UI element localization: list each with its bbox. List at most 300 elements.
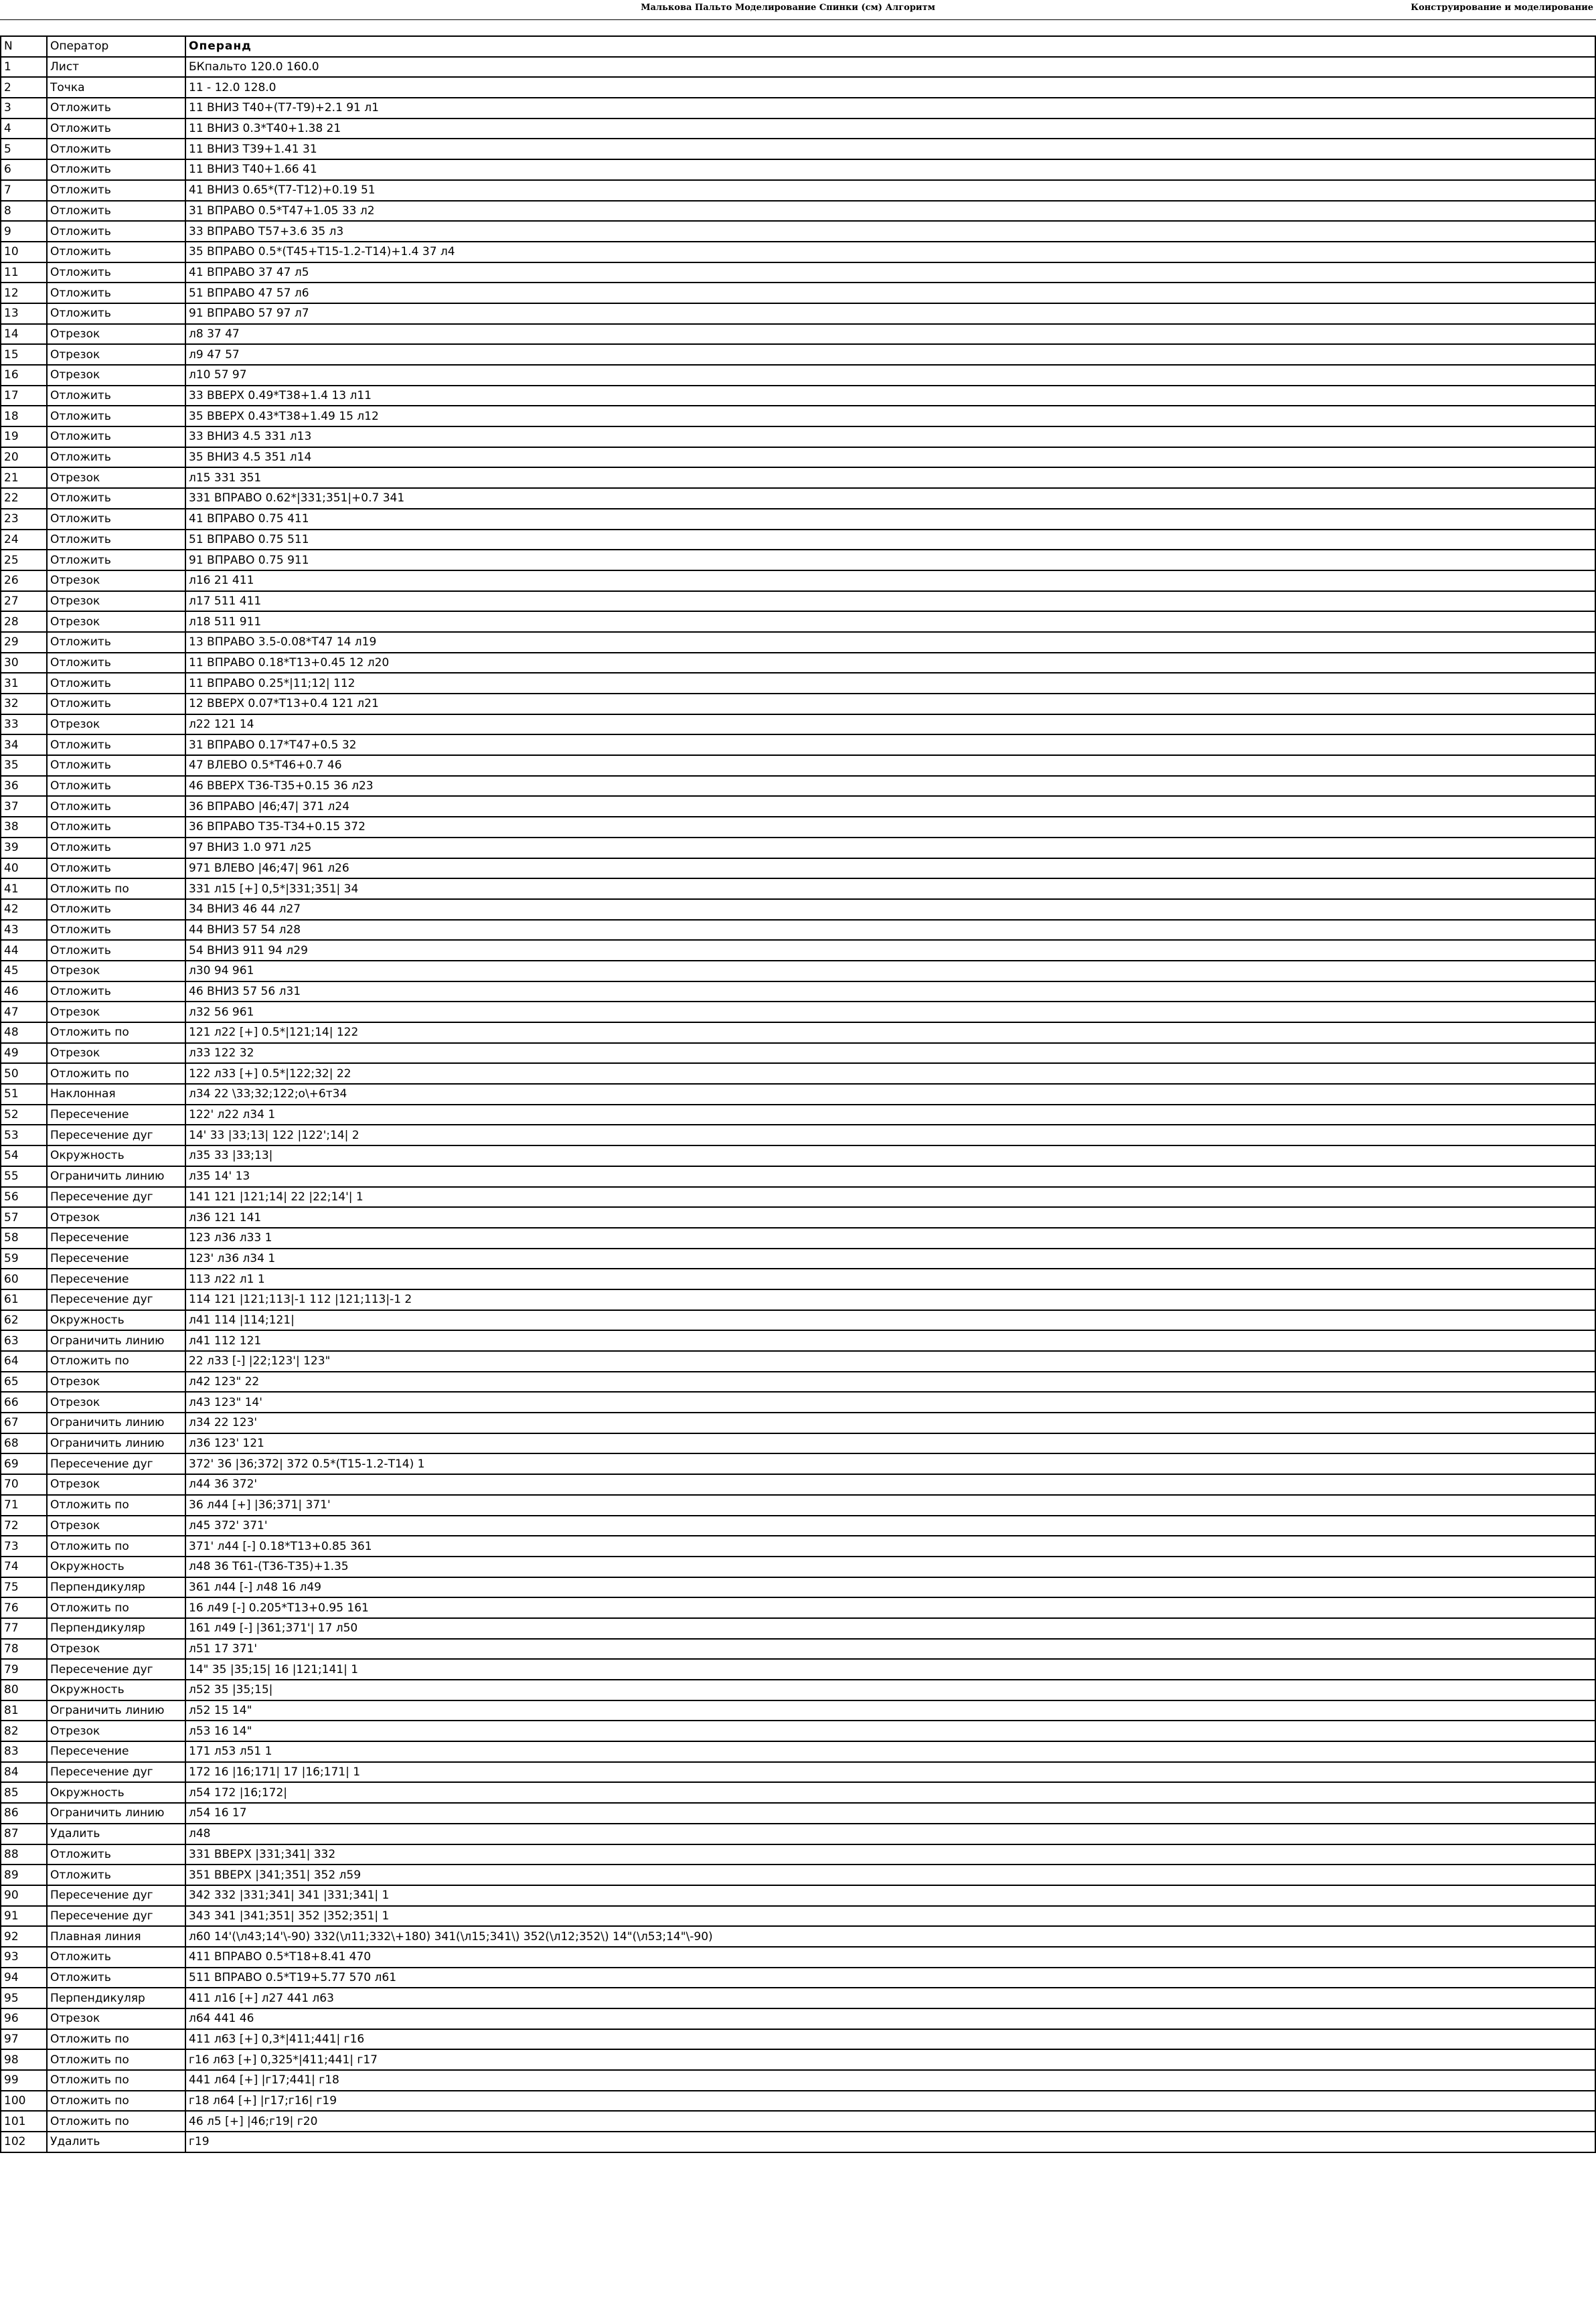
row-number: 13	[1, 303, 47, 324]
column-header-operator: Оператор	[47, 36, 185, 57]
table-row	[1, 2029, 1595, 2050]
row-operator: Отложить	[47, 180, 185, 201]
row-number: 58	[1, 1228, 47, 1249]
table-row	[1, 1002, 1595, 1022]
row-operator: Ограничить линию	[47, 1433, 185, 1454]
row-operator: Отложить	[47, 734, 185, 755]
table-row	[1, 961, 1595, 981]
table-row	[1, 1351, 1595, 1372]
table-row	[1, 1495, 1595, 1516]
row-operand: 46 ВНИЗ 57 56 л31	[185, 981, 1595, 1002]
row-operator: Пересечение	[47, 1228, 185, 1249]
header-divider	[0, 19, 1596, 20]
row-operand: л35 33 |33;13|	[185, 1145, 1595, 1166]
table-row	[1, 878, 1595, 899]
table-row	[1, 2091, 1595, 2112]
row-operator: Пересечение дуг	[47, 1659, 185, 1680]
table-row	[1, 2132, 1595, 2152]
table-row	[1, 755, 1595, 776]
table-row	[1, 2111, 1595, 2132]
table-row	[1, 1145, 1595, 1166]
row-operand: 411 л16 [+] л27 441 л63	[185, 1988, 1595, 2008]
table-row	[1, 1474, 1595, 1495]
row-operand: 16 л49 [-] 0.205*Т13+0.95 161	[185, 1597, 1595, 1618]
row-operand: л17 511 411	[185, 591, 1595, 612]
table-row	[1, 1063, 1595, 1084]
row-operand: 971 ВЛЕВО |46;47| 961 л26	[185, 858, 1595, 879]
row-number: 92	[1, 1926, 47, 1947]
row-operand: 41 ВНИЗ 0.65*(Т7-Т12)+0.19 51	[185, 180, 1595, 201]
table-row	[1, 447, 1595, 468]
row-operator: Отложить	[47, 283, 185, 303]
row-operand: л36 123' 121	[185, 1433, 1595, 1454]
row-number: 4	[1, 118, 47, 139]
table-row	[1, 1639, 1595, 1660]
table-row	[1, 1022, 1595, 1043]
row-number: 48	[1, 1022, 47, 1043]
row-number: 49	[1, 1043, 47, 1064]
row-operator: Отложить	[47, 776, 185, 797]
table-row	[1, 1413, 1595, 1433]
row-operator: Отложить	[47, 796, 185, 817]
row-operand: 511 ВПРАВО 0.5*Т19+5.77 570 л61	[185, 1968, 1595, 1988]
table-row	[1, 344, 1595, 365]
table-row	[1, 1516, 1595, 1536]
row-number: 51	[1, 1084, 47, 1105]
row-operator: Пересечение дуг	[47, 1125, 185, 1145]
table-row	[1, 1597, 1595, 1618]
row-number: 22	[1, 488, 47, 509]
row-operator: Пересечение дуг	[47, 1187, 185, 1208]
row-operator: Пересечение дуг	[47, 1289, 185, 1310]
row-operator: Отложить по	[47, 1536, 185, 1557]
row-number: 41	[1, 878, 47, 899]
row-operator: Отложить	[47, 509, 185, 530]
row-number: 54	[1, 1145, 47, 1166]
table-row	[1, 796, 1595, 817]
row-operand: 36 л44 [+] |36;371| 371'	[185, 1495, 1595, 1516]
row-operand: 342 332 |331;341| 341 |331;341| 1	[185, 1885, 1595, 1906]
row-operand: л41 112 121	[185, 1330, 1595, 1351]
row-operand: 35 ВПРАВО 0.5*(Т45+Т15-1.2-Т14)+1.4 37 л4	[185, 242, 1595, 262]
table-row	[1, 1557, 1595, 1577]
row-operator: Отложить	[47, 1844, 185, 1865]
row-operand: 35 ВНИЗ 4.5 351 л14	[185, 447, 1595, 468]
table-row	[1, 1043, 1595, 1064]
table-row	[1, 303, 1595, 324]
row-operand: г16 л63 [+] 0,325*|411;441| г17	[185, 2049, 1595, 2070]
row-operand: л22 121 14	[185, 714, 1595, 735]
row-operator: Отрезок	[47, 570, 185, 591]
row-number: 31	[1, 673, 47, 694]
row-operand: 141 121 |121;14| 22 |22;14'| 1	[185, 1187, 1595, 1208]
row-operator: Отрезок	[47, 365, 185, 386]
row-operator: Отрезок	[47, 344, 185, 365]
table-row	[1, 2070, 1595, 2091]
row-operand: л9 47 57	[185, 344, 1595, 365]
row-number: 102	[1, 2132, 47, 2152]
row-number: 64	[1, 1351, 47, 1372]
row-operator: Отрезок	[47, 591, 185, 612]
table-row	[1, 1680, 1595, 1700]
row-number: 62	[1, 1310, 47, 1331]
row-operator: Отложить	[47, 694, 185, 714]
row-number: 29	[1, 632, 47, 653]
row-number: 30	[1, 653, 47, 673]
row-number: 25	[1, 550, 47, 570]
row-number: 9	[1, 221, 47, 242]
row-operand: 113 л22 л1 1	[185, 1269, 1595, 1289]
row-operator: Ограничить линию	[47, 1803, 185, 1824]
row-operator: Отрезок	[47, 1721, 185, 1741]
row-operator: Окружность	[47, 1782, 185, 1803]
column-header-n: N	[1, 36, 47, 57]
row-number: 101	[1, 2111, 47, 2132]
row-number: 84	[1, 1762, 47, 1783]
row-number: 93	[1, 1947, 47, 1968]
table-row	[1, 550, 1595, 570]
table-row	[1, 1166, 1595, 1187]
row-operator: Отложить	[47, 940, 185, 961]
row-number: 34	[1, 734, 47, 755]
row-number: 2	[1, 77, 47, 98]
row-operator: Отрезок	[47, 2008, 185, 2029]
row-number: 3	[1, 98, 47, 118]
row-operand: л15 331 351	[185, 467, 1595, 488]
row-operand: г18 л64 [+] |г17;г16| г19	[185, 2091, 1595, 2112]
table-row	[1, 1330, 1595, 1351]
row-number: 83	[1, 1741, 47, 1762]
row-number: 74	[1, 1557, 47, 1577]
table-row	[1, 1824, 1595, 1844]
row-operand: 41 ВПРАВО 0.75 411	[185, 509, 1595, 530]
row-operator: Отложить по	[47, 878, 185, 899]
row-number: 89	[1, 1864, 47, 1885]
row-operand: 33 ВНИЗ 4.5 331 л13	[185, 426, 1595, 447]
row-number: 6	[1, 159, 47, 180]
table-row	[1, 570, 1595, 591]
table-row	[1, 1762, 1595, 1783]
row-operator: Отрезок	[47, 1002, 185, 1022]
row-number: 98	[1, 2049, 47, 2070]
table-row	[1, 406, 1595, 426]
row-number: 61	[1, 1289, 47, 1310]
row-operator: Отложить	[47, 447, 185, 468]
row-number: 94	[1, 1968, 47, 1988]
table-row	[1, 1207, 1595, 1228]
row-operator: Ограничить линию	[47, 1330, 185, 1351]
row-operator: Отложить	[47, 1968, 185, 1988]
row-operand: 411 л63 [+] 0,3*|411;441| г16	[185, 2029, 1595, 2050]
row-operand: л34 22 123'	[185, 1413, 1595, 1433]
table-row	[1, 1700, 1595, 1721]
row-operator: Отрезок	[47, 714, 185, 735]
table-row	[1, 632, 1595, 653]
table-header-row	[1, 36, 1595, 57]
row-operator: Отложить	[47, 406, 185, 426]
row-number: 81	[1, 1700, 47, 1721]
column-header-operand: Операнд	[185, 36, 1595, 57]
row-number: 82	[1, 1721, 47, 1741]
row-operator: Пересечение	[47, 1105, 185, 1125]
row-number: 53	[1, 1125, 47, 1145]
row-operator: Пересечение дуг	[47, 1885, 185, 1906]
row-operand: 47 ВЛЕВО 0.5*Т46+0.7 46	[185, 755, 1595, 776]
table-row	[1, 1721, 1595, 1741]
row-operand: г19	[185, 2132, 1595, 2152]
table-row	[1, 734, 1595, 755]
table-row	[1, 180, 1595, 201]
row-operator: Отрезок	[47, 611, 185, 632]
row-number: 97	[1, 2029, 47, 2050]
row-number: 59	[1, 1249, 47, 1269]
table-row	[1, 1084, 1595, 1105]
row-operator: Отложить	[47, 201, 185, 222]
row-number: 70	[1, 1474, 47, 1495]
row-operand: 46 л5 [+] |46;г19| г20	[185, 2111, 1595, 2132]
row-operator: Отложить	[47, 981, 185, 1002]
row-number: 16	[1, 365, 47, 386]
row-number: 69	[1, 1453, 47, 1474]
row-operator: Отложить по	[47, 2049, 185, 2070]
row-number: 10	[1, 242, 47, 262]
table-row	[1, 1659, 1595, 1680]
row-operator: Отложить по	[47, 2070, 185, 2091]
row-operator: Отрезок	[47, 324, 185, 345]
row-number: 37	[1, 796, 47, 817]
row-operand: л16 21 411	[185, 570, 1595, 591]
row-operand: 11 - 12.0 128.0	[185, 77, 1595, 98]
table-row	[1, 1618, 1595, 1639]
row-number: 26	[1, 570, 47, 591]
row-operand: 331 ВВЕРХ |331;341| 332	[185, 1844, 1595, 1865]
row-operand: 13 ВПРАВО 3.5-0.08*Т47 14 л19	[185, 632, 1595, 653]
row-operator: Окружность	[47, 1680, 185, 1700]
row-operand: 36 ВПРАВО |46;47| 371 л24	[185, 796, 1595, 817]
table-row	[1, 57, 1595, 78]
row-operator: Пересечение дуг	[47, 1906, 185, 1927]
row-operand: 123' л36 л34 1	[185, 1249, 1595, 1269]
row-number: 86	[1, 1803, 47, 1824]
row-operator: Отрезок	[47, 1372, 185, 1393]
row-number: 66	[1, 1392, 47, 1413]
row-operator: Отложить	[47, 303, 185, 324]
row-number: 42	[1, 899, 47, 920]
row-number: 47	[1, 1002, 47, 1022]
row-number: 79	[1, 1659, 47, 1680]
row-operator: Отложить	[47, 838, 185, 858]
row-number: 43	[1, 920, 47, 941]
row-operand: 122 л33 [+] 0.5*|122;32| 22	[185, 1063, 1595, 1084]
row-operand: л52 15 14"	[185, 1700, 1595, 1721]
row-operator: Отложить	[47, 550, 185, 570]
row-operator: Отложить по	[47, 1597, 185, 1618]
row-operator: Ограничить линию	[47, 1166, 185, 1187]
row-operator: Отложить	[47, 242, 185, 262]
table-row	[1, 221, 1595, 242]
row-operator: Отложить по	[47, 2091, 185, 2112]
row-operator: Отложить	[47, 221, 185, 242]
table-row	[1, 1885, 1595, 1906]
row-operator: Отложить	[47, 1864, 185, 1885]
row-number: 65	[1, 1372, 47, 1393]
table-row	[1, 714, 1595, 735]
row-operand: 123 л36 л33 1	[185, 1228, 1595, 1249]
table-row	[1, 242, 1595, 262]
row-operand: л33 122 32	[185, 1043, 1595, 1064]
row-operator: Отрезок	[47, 1207, 185, 1228]
row-number: 5	[1, 139, 47, 159]
row-operator: Ограничить линию	[47, 1700, 185, 1721]
page-header	[0, 0, 1596, 16]
algorithm-table	[0, 35, 1596, 2153]
row-operand: 11 ВНИЗ Т40+(Т7-Т9)+2.1 91 л1	[185, 98, 1595, 118]
row-operand: л45 372' 371'	[185, 1516, 1595, 1536]
row-operator: Наклонная	[47, 1084, 185, 1105]
row-number: 95	[1, 1988, 47, 2008]
table-row	[1, 488, 1595, 509]
row-operand: 51 ВПРАВО 0.75 511	[185, 530, 1595, 550]
row-number: 40	[1, 858, 47, 879]
row-operator: Отложить	[47, 653, 185, 673]
row-operator: Плавная линия	[47, 1926, 185, 1947]
row-number: 85	[1, 1782, 47, 1803]
row-number: 100	[1, 2091, 47, 2112]
row-operator: Отрезок	[47, 1392, 185, 1413]
table-row	[1, 118, 1595, 139]
row-operand: 171 л53 л51 1	[185, 1741, 1595, 1762]
row-operand: 33 ВВЕРХ 0.49*Т38+1.4 13 л11	[185, 386, 1595, 406]
table-row	[1, 386, 1595, 406]
row-operand: л60 14'(\л43;14'\-90) 332(\л11;332\+180) 341(\л15;341\) 352(\л12;352\) 14"(\л53;14"\-90)	[185, 1926, 1595, 1947]
row-operand: 31 ВПРАВО 0.17*Т47+0.5 32	[185, 734, 1595, 755]
row-operand: 51 ВПРАВО 47 57 л6	[185, 283, 1595, 303]
row-operand: 11 ВНИЗ Т40+1.66 41	[185, 159, 1595, 180]
table-row	[1, 1249, 1595, 1269]
table-row	[1, 591, 1595, 612]
row-operand: 11 ВНИЗ 0.3*Т40+1.38 21	[185, 118, 1595, 139]
row-operand: 12 ВВЕРХ 0.07*Т13+0.4 121 л21	[185, 694, 1595, 714]
row-number: 7	[1, 180, 47, 201]
row-operator: Отложить	[47, 858, 185, 879]
row-number: 44	[1, 940, 47, 961]
row-number: 88	[1, 1844, 47, 1865]
row-number: 36	[1, 776, 47, 797]
row-number: 77	[1, 1618, 47, 1639]
row-operand: л30 94 961	[185, 961, 1595, 981]
row-operand: 161 л49 [-] |361;371'| 17 л50	[185, 1618, 1595, 1639]
row-operand: л34 22 \33;32;122;о\+6т34	[185, 1084, 1595, 1105]
row-operand: 35 ВВЕРХ 0.43*Т38+1.49 15 л12	[185, 406, 1595, 426]
row-number: 78	[1, 1639, 47, 1660]
row-number: 76	[1, 1597, 47, 1618]
row-operand: 122' л22 л34 1	[185, 1105, 1595, 1125]
row-operand: 33 ВПРАВО Т57+3.6 35 л3	[185, 221, 1595, 242]
table-row	[1, 530, 1595, 550]
table-row	[1, 139, 1595, 159]
table-row	[1, 817, 1595, 838]
row-operand: л52 35 |35;15|	[185, 1680, 1595, 1700]
row-number: 80	[1, 1680, 47, 1700]
row-operand: л48 36 Т61-(Т36-Т35)+1.35	[185, 1557, 1595, 1577]
table-row	[1, 1906, 1595, 1927]
row-operand: 372' 36 |36;372| 372 0.5*(Т15-1.2-Т14) 1	[185, 1453, 1595, 1474]
row-operator: Окружность	[47, 1310, 185, 1331]
row-operand: л36 121 141	[185, 1207, 1595, 1228]
row-operator: Отложить	[47, 386, 185, 406]
row-number: 28	[1, 611, 47, 632]
row-operator: Отложить	[47, 899, 185, 920]
table-row	[1, 1577, 1595, 1598]
document-section: Конструирование и моделирование	[1411, 3, 1593, 13]
table-row	[1, 262, 1595, 283]
row-operator: Отложить	[47, 118, 185, 139]
table-row	[1, 1372, 1595, 1393]
table-row	[1, 776, 1595, 797]
row-operator: Отложить по	[47, 2111, 185, 2132]
row-operator: Отложить	[47, 755, 185, 776]
row-operator: Отрезок	[47, 1043, 185, 1064]
row-operand: л44 36 372'	[185, 1474, 1595, 1495]
table-row	[1, 1988, 1595, 2008]
row-operator: Пересечение дуг	[47, 1762, 185, 1783]
table-row	[1, 1453, 1595, 1474]
row-number: 14	[1, 324, 47, 345]
row-operator: Перпендикуляр	[47, 1577, 185, 1598]
row-number: 46	[1, 981, 47, 1002]
table-row	[1, 1125, 1595, 1145]
row-operand: 46 ВВЕРХ Т36-Т35+0.15 36 л23	[185, 776, 1595, 797]
row-operator: Отложить	[47, 920, 185, 941]
row-operator: Окружность	[47, 1557, 185, 1577]
table-row	[1, 159, 1595, 180]
row-operator: Отложить	[47, 159, 185, 180]
table-row	[1, 1105, 1595, 1125]
row-operator: Отложить	[47, 488, 185, 509]
row-operand: 331 л15 [+] 0,5*|331;351| 34	[185, 878, 1595, 899]
row-operator: Отложить	[47, 530, 185, 550]
row-operand: л43 123" 14'	[185, 1392, 1595, 1413]
row-operator: Отрезок	[47, 961, 185, 981]
row-number: 56	[1, 1187, 47, 1208]
row-operator: Отложить	[47, 1947, 185, 1968]
row-operator: Пересечение дуг	[47, 1453, 185, 1474]
row-operand: 31 ВПРАВО 0.5*Т47+1.05 33 л2	[185, 201, 1595, 222]
row-operator: Отложить	[47, 632, 185, 653]
table-row	[1, 509, 1595, 530]
row-operand: 351 ВВЕРХ |341;351| 352 л59	[185, 1864, 1595, 1885]
table-row	[1, 1926, 1595, 1947]
row-number: 90	[1, 1885, 47, 1906]
row-operand: 172 16 |16;171| 17 |16;171| 1	[185, 1762, 1595, 1783]
table-row	[1, 1289, 1595, 1310]
row-operand: 343 341 |341;351| 352 |352;351| 1	[185, 1906, 1595, 1927]
row-number: 15	[1, 344, 47, 365]
table-row	[1, 1536, 1595, 1557]
row-number: 60	[1, 1269, 47, 1289]
row-operand: 41 ВПРАВО 37 47 л5	[185, 262, 1595, 283]
row-operand: 11 ВПРАВО 0.25*|11;12| 112	[185, 673, 1595, 694]
row-operand: 371' л44 [-] 0.18*Т13+0.85 361	[185, 1536, 1595, 1557]
row-operand: 22 л33 [-] |22;123'| 123"	[185, 1351, 1595, 1372]
row-operand: л8 37 47	[185, 324, 1595, 345]
row-number: 12	[1, 283, 47, 303]
row-operator: Отложить	[47, 262, 185, 283]
row-number: 20	[1, 447, 47, 468]
table-row	[1, 2008, 1595, 2029]
table-row	[1, 98, 1595, 118]
row-operator: Удалить	[47, 1824, 185, 1844]
